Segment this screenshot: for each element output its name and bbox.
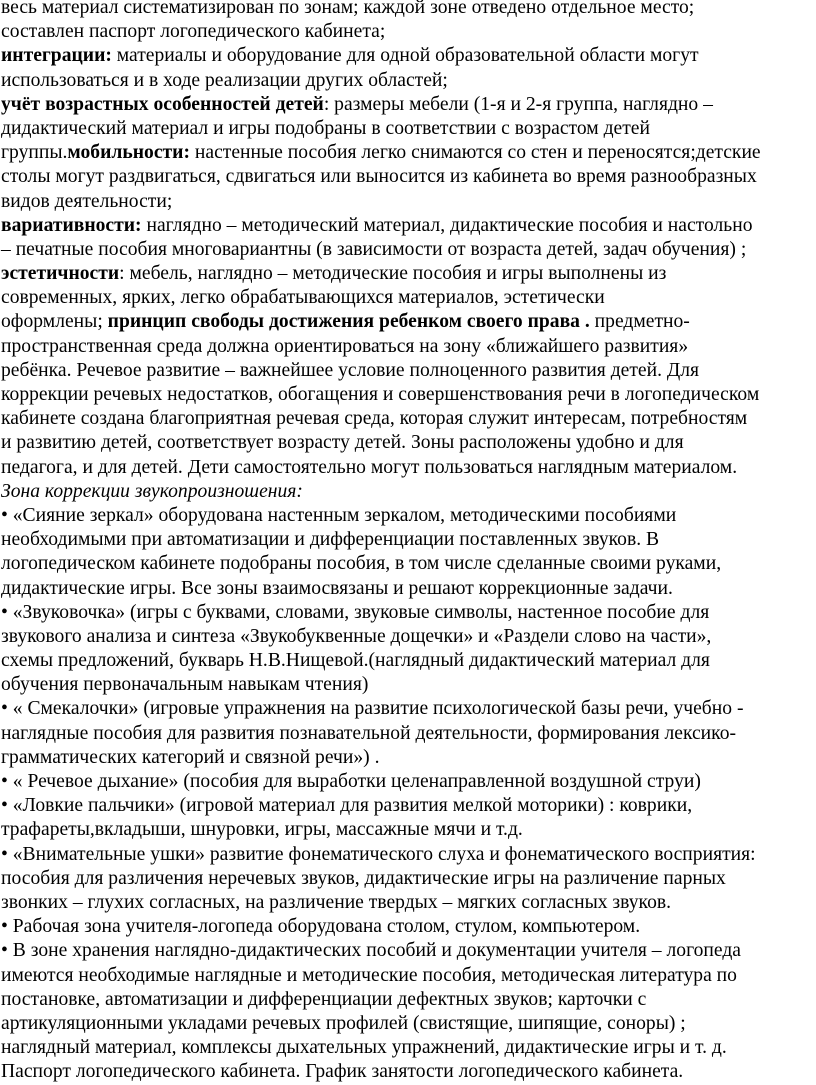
text-line	[1, 359, 813, 383]
text-segment: дидактический материал и игры подобраны в соответствии с возрастом детей	[1, 117, 650, 139]
text-segment: • «Звуковочка» (игры с буквами, словами, звуковые символы, настенное пособие для	[1, 601, 710, 623]
text-line	[1, 915, 813, 939]
text-line	[1, 625, 813, 649]
section-heading: Зона коррекции звукопроизношения:	[1, 480, 303, 502]
text-segment: использоваться и в ходе реализации других областей;	[1, 69, 448, 91]
bold-term: учёт возрастных особенностей детей	[1, 93, 324, 115]
text-line	[1, 0, 813, 20]
text-line	[1, 480, 813, 504]
text-line	[1, 1060, 813, 1084]
text-segment: материалы и оборудование для одной образовательной области могут	[111, 45, 699, 67]
text-line	[1, 214, 813, 238]
text-segment: дидактические игры. Все зоны взаимосвязаны и решают коррекционные задачи.	[1, 577, 673, 599]
text-line	[1, 310, 813, 334]
text-segment: звукового анализа и синтеза «Звукобуквенные дощечки» и «Раздели слово на части»,	[1, 625, 712, 647]
text-line	[1, 456, 813, 480]
text-segment: • «Ловкие пальчики» (игровой материал для развития мелкой моторики) : коврики,	[1, 795, 693, 817]
text-line	[1, 117, 813, 141]
text-segment: Паспорт логопедического кабинета. График занятости логопедического кабинета.	[1, 1061, 684, 1083]
text-segment: логопедическом кабинете подобраны пособия, в том числе сделанные своими руками,	[1, 553, 722, 575]
text-line	[1, 190, 813, 214]
text-line	[1, 867, 813, 891]
text-line	[1, 818, 813, 842]
text-line	[1, 794, 813, 818]
text-segment: наглядные пособия для развития познавательной деятельности, формирования лексико-	[1, 722, 737, 744]
text-line	[1, 746, 813, 770]
text-segment: • « Смекалочки» (игровые упражнения на развитие психологической базы речи, учебно -	[1, 698, 744, 720]
bold-term: мобильности:	[67, 142, 190, 164]
text-segment: • «Внимательные ушки» развитие фонематического слуха и фонематического восприятия:	[1, 843, 756, 865]
text-line	[1, 238, 813, 262]
text-line	[1, 335, 813, 359]
text-line	[1, 552, 813, 576]
text-line	[1, 504, 813, 528]
text-segment: пространственная среда должна ориентироваться на зону «ближайшего развития»	[1, 335, 689, 357]
text-line	[1, 988, 813, 1012]
text-line	[1, 69, 813, 93]
text-segment: видов деятельности;	[1, 190, 173, 212]
text-segment: схемы предложений, букварь Н.В.Нищевой.(наглядный дидактический материал для	[1, 650, 710, 672]
text-segment: группы.	[1, 142, 68, 164]
text-segment: ребёнка. Речевое развитие – важнейшее условие полноценного развития детей. Для	[1, 359, 700, 381]
text-line	[1, 939, 813, 963]
bold-term: эстетичности	[1, 263, 120, 285]
text-line	[1, 286, 813, 310]
text-segment: постановке, автоматизации и дифференциации дефектных звуков; карточки с	[1, 988, 647, 1010]
text-segment: имеются необходимые наглядные и методические пособия, методическая литература по	[1, 964, 737, 986]
text-line	[1, 577, 813, 601]
text-segment: – печатные пособия многовариантны (в зависимости от возраста детей, задач обучения) ;	[1, 238, 747, 260]
text-line	[1, 964, 813, 988]
bold-term: интеграции:	[1, 45, 112, 67]
text-segment: : размеры мебели (1-я и 2-я группа, наглядно –	[323, 93, 713, 115]
text-line	[1, 722, 813, 746]
text-line	[1, 407, 813, 431]
text-line	[1, 649, 813, 673]
text-line	[1, 843, 813, 867]
text-segment: современных, ярких, легко обрабатывающихся материалов, эстетически	[1, 287, 605, 309]
text-segment: • «Сияние зеркал» оборудована настенным зеркалом, методическими пособиями	[1, 504, 677, 526]
text-line	[1, 93, 813, 117]
text-line	[1, 1012, 813, 1036]
text-segment: • Рабочая зона учителя-логопеда оборудована столом, стулом, компьютером.	[1, 916, 641, 938]
text-segment: весь материал систематизирован по зонам; каждой зоне отведено отдельное место;	[1, 0, 695, 18]
text-line	[1, 891, 813, 915]
text-line	[1, 697, 813, 721]
text-segment: предметно-	[589, 311, 690, 333]
text-line	[1, 770, 813, 794]
text-line	[1, 44, 813, 68]
text-line	[1, 383, 813, 407]
text-segment: настенные пособия легко снимаются со стен и переносятся;детские	[189, 142, 761, 164]
text-segment: наглядно – методический материал, дидактические пособия и настольно	[141, 214, 753, 236]
text-segment: необходимыми при автоматизации и дифференциации поставленных звуков. В	[1, 529, 660, 551]
text-segment: грамматических категорий и связной речи») .	[1, 746, 380, 768]
text-line	[1, 20, 813, 44]
text-line	[1, 1036, 813, 1060]
text-line	[1, 673, 813, 697]
text-segment: артикуляционными укладами речевых профилей (свистящие, шипящие, соноры) ;	[1, 1012, 686, 1034]
text-segment: • « Речевое дыхание» (пособия для выработки целенаправленной воздушной струи)	[1, 771, 701, 792]
text-line	[1, 601, 813, 625]
text-line	[1, 262, 813, 286]
text-line	[1, 165, 813, 189]
text-segment: трафареты,вкладыши, шнуровки, игры, массажные мячи и т.д.	[1, 819, 523, 841]
text-segment: звонких – глухих согласных, на различение твердых – мягких согласных звуков.	[1, 891, 672, 913]
text-segment: оформлены;	[1, 311, 108, 333]
text-line	[1, 141, 813, 165]
document-page	[1, 0, 813, 1084]
text-segment: педагога, и для детей. Дети самостоятельно могут пользоваться наглядным материалом.	[1, 456, 738, 478]
text-segment: : мебель, наглядно – методические пособия и игры выполнены из	[119, 263, 667, 285]
text-segment: обучения первоначальным навыкам чтения)	[1, 674, 369, 696]
text-segment: пособия для различения неречевых звуков, дидактические игры на различение парных	[1, 867, 726, 889]
text-segment: • В зоне хранения наглядно-дидактических пособий и документации учителя – логопеда	[1, 940, 741, 962]
bold-term: принцип свободы достижения ребенком своего права .	[107, 311, 590, 333]
text-line	[1, 528, 813, 552]
text-segment: столы могут раздвигаться, сдвигаться или выносится из кабинета во время разнообразных	[1, 166, 757, 188]
text-segment: и развитию детей, соответствует возрасту детей. Зоны расположены удобно и для	[1, 432, 684, 454]
text-line	[1, 431, 813, 455]
text-segment: составлен паспорт логопедического кабинета;	[1, 21, 386, 43]
text-segment: кабинете создана благоприятная речевая среда, которая служит интересам, потребностям	[1, 408, 748, 430]
bold-term: вариативности:	[1, 214, 142, 236]
text-segment: наглядный материал, комплексы дыхательных упражнений, дидактические игры и т. д.	[1, 1037, 727, 1059]
text-segment: коррекции речевых недостатков, обогащения и совершенствования речи в логопедическом	[1, 384, 760, 405]
